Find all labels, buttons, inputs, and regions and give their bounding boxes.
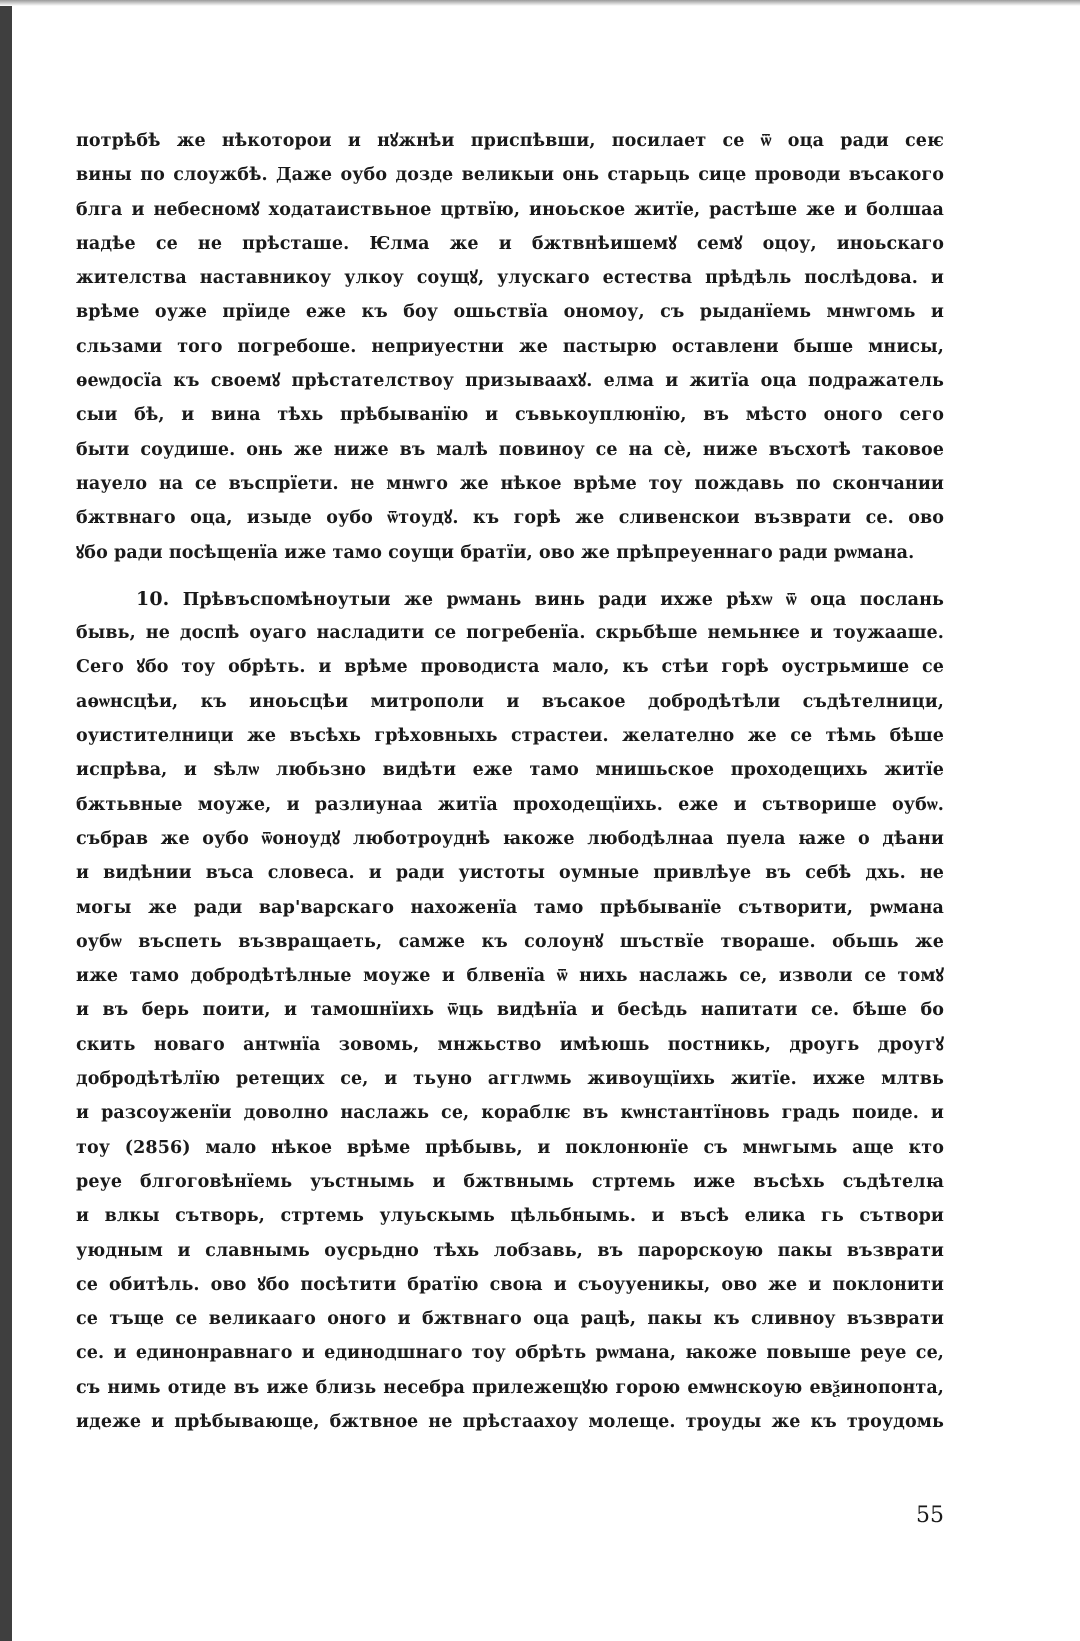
text-line: блга и небесномꙋ ходатаиствьное цртвїю, иноьское житїе, растѣше же и болшаа: [76, 199, 944, 220]
text-line: науело на се въспрїети. не мнѡго же нѣкое врѣме тоу пождавь по скончании: [76, 473, 944, 494]
text-line: испрѣва, и ѕѣлѡ любьзно видѣти еже тамо мнишьское проходещихь житїе: [76, 760, 944, 781]
text-line: събрав же оубо ѿоноудꙋ люботроуднѣ ꙗкоже любодѣлнаа пуела ꙗже о дѣани: [76, 828, 944, 849]
text-line: аѳѡнсцѣи, къ иноьсцѣи митрополи и въсакое добродѣтѣли съдѣтелници,: [76, 691, 944, 712]
text-line: се. и единонравнаго и единодшнаго тоу обрѣть рѡмана, ꙗкоже повыше реуе се,: [76, 1343, 944, 1364]
paragraph-10: [76, 584, 944, 1441]
page-body: [76, 126, 944, 1441]
paragraph-gap: [76, 572, 944, 584]
text-line: бывь, не доспѣ оуаго насладити се погребенїа. скрьбѣше немьнѥе и тоужааше.: [76, 623, 944, 644]
text-line: сльзами того погребоше. неприуестни же пастырю оставлени быше мнисы,: [76, 336, 944, 357]
text-line: могы же ради вар'варскаго нахоженїа тамо прѣбыванїе сътворити, рѡмана: [76, 897, 944, 918]
paragraph-first-line: Прѣвъспомѣноутыи же рѡмань винь ради ихже рѣхѡ ѿ оца послань: [182, 589, 944, 610]
text-line: вины по слоужбѣ. Даже оубо дозде великыи онь старьць сице проводи въсакого: [76, 165, 944, 186]
text-line: бжтьвные моуже, и разлиунаа житїа проходещїихь. еже и сътворише оубѡ.: [76, 794, 944, 815]
text-line: надѣе се не прѣсташе. Ѥлма же и бжтвнѣишемꙋ семꙋ оцоу, иноьскаго: [76, 233, 944, 254]
text-line: [76, 584, 944, 618]
scan-edge-top: [0, 0, 1080, 6]
text-line: се обитѣль. ово ꙋбо посѣтити братїю своꙗ и съоууеникы, ово же и поклонити: [76, 1274, 944, 1295]
text-line: Сего ꙋбо тоу обрѣть. и врѣме проводиста мало, къ стѣи горѣ оустрьмише се: [76, 657, 944, 678]
text-line: ꙋбо ради посѣщенїа иже тамо соущи братїи, ово же прѣпреуеннаго ради рѡмана.: [76, 542, 915, 563]
text-line: добродѣтѣлїю ретещих се, и тьуно агглѡмь живоущїихь житїе. ихже млтвь: [76, 1069, 944, 1090]
text-line: иже тамо добродѣтѣлные моуже и блвенїа ѿ нихь наслажь се, изволи се томꙋ: [76, 966, 944, 987]
text-line: врѣме оуже прїиде еже къ боу ошьствїа ономоу, съ рыданїемь мнѡгомь и: [76, 302, 944, 323]
text-line: тоу (2856) мало нѣкое врѣме прѣбывь, и поклонюнїе съ мнѡгымь аще кто: [76, 1137, 944, 1158]
text-line: реуе блгоговѣнїемь уъстнымь и бжтвнымь стртемь иже въсѣхь съдѣтелꙗ: [76, 1171, 944, 1192]
text-line: се тъще се великааго оного и бжтвнаго оца рацѣ, пакы къ сливноу възврати: [76, 1309, 944, 1330]
text-line: скить новаго антѡнїа зовомь, мнжьство имѣюшь постникь, дроугь дроугꙋ: [76, 1034, 944, 1055]
text-line: ѳеѡдосїа къ своемꙋ прѣстателствоу призываахꙋ. елма и житїа оца подражатель: [76, 371, 944, 392]
text-line: бжтвнаго оца, изыде оубо ѿтоудꙋ. къ горѣ же сливенскои възврати се. ово: [76, 508, 944, 529]
text-line: и видѣнии въса словеса. и ради уистоты оумные привлѣуе въ себѣ дхь. не: [76, 863, 944, 884]
text-line: идеже и прѣбывающе, бжтвное не прѣстаахоу молеще. троуды же къ троудомь: [76, 1411, 944, 1432]
text-line: съ нимь отиде въ иже близь несебра прилежещꙋю горою емѡнскоую евѯинопонта,: [76, 1377, 944, 1398]
text-line: и разсоуженїи доволно наслажь се, кораблѥ въ кѡнстантїновь градь поиде. и: [76, 1103, 944, 1124]
text-line: оуистителници же въсѣхь грѣховныхь страстеи. желателно же се тѣмь бѣше: [76, 726, 944, 747]
text-line: и влкы сътворь, стртемь улуьскымь цѣльбнымь. и въсѣ елика гь сътвори: [76, 1206, 944, 1227]
page-number: 55: [916, 1503, 944, 1528]
text-line: и въ берь поити, и тамошнїихь ѿць видѣнїа и бесѣдь напитати се. бѣше бо: [76, 1000, 944, 1021]
text-line: уюдным и славнымь оусрьдно тѣхь лобзавь, въ парорскоую пакы възврати: [76, 1240, 944, 1261]
paragraph-number: 10.: [136, 587, 170, 610]
text-line: потрѣбѣ же нѣкоторои и нꙋжнѣи приспѣвши, посилает се ѿ оца ради сеѥ: [76, 131, 944, 151]
text-line: быти соудише. онь же ниже въ малѣ повиноу се на сѐ, ниже въсхотѣ таковое: [76, 439, 944, 460]
text-line: оубѡ въспеть възвращаеть, самже къ солоунꙋ шъствїе твораше. обьшь же: [76, 931, 944, 952]
paragraph-9: [76, 126, 944, 572]
scan-edge: [0, 0, 12, 1641]
text-line: жителства наставникоу улкоу соущꙋ, улускаго естества прѣдѣль послѣдова. и: [76, 268, 944, 289]
text-line: сыи бѣ, и вина тѣхь прѣбыванїю и съвькоуплюнїю, въ мѣсто оного сего: [76, 405, 944, 426]
